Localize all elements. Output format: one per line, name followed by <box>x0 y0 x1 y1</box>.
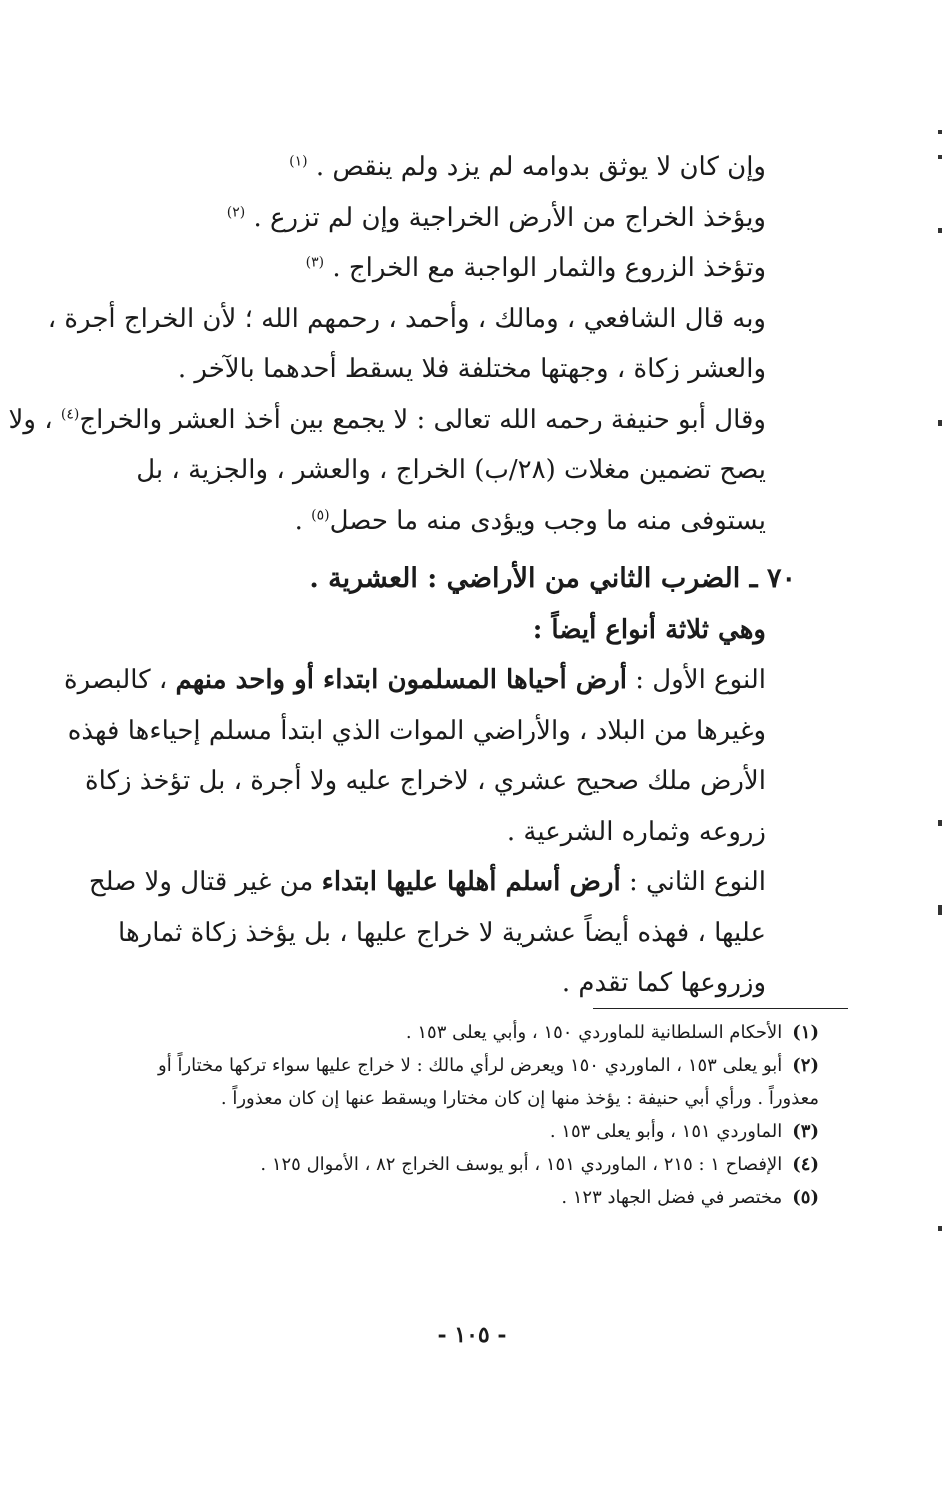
line-text: والعشر زكاة ، وجهتها مختلفة فلا يسقط أحدهما بالآخر . <box>177 354 766 384</box>
line-text: ، كالبصرة <box>63 665 176 695</box>
line-text: الأرض ملك صحيح عشري ، لاخراج عليه ولا أجرة ، بل تؤخذ زكاة <box>85 766 766 796</box>
footnote-text: الإفصاح ١ : ٢١٥ ، الماوردي ١٥١ ، أبو يوسف الخراج ٨٢ ، الأموال ١٢٥ . <box>260 1154 783 1175</box>
footnote-marker: (٥) <box>311 506 330 523</box>
scan-edge-mark <box>938 228 942 233</box>
line-text: وقال أبو حنيفة رحمه الله تعالى : لا يجمع بين أخذ العشر والخراج <box>79 404 766 435</box>
footnote-text: الماوردي ١٥١ ، وأبو يعلى ١٥٣ . <box>549 1121 783 1142</box>
footnote-number: (١) <box>792 1022 819 1043</box>
footnote-text: أبو يعلى ١٥٣ ، الماوردي ١٥٠ ويعرض لرأي مالك : لا خراج عليها سواء تركها مختاراً أو <box>158 1055 783 1076</box>
text-line <box>120 193 766 244</box>
footnote-number: (٤) <box>792 1154 819 1175</box>
type1-first-line <box>63 655 766 706</box>
line-text: ويؤخذ الخراج من الأرض الخراجية وإن لم تزرع . <box>253 202 766 233</box>
scan-edge-mark <box>938 1226 942 1231</box>
line-text: زروعه وثماره الشرعية . <box>506 816 766 847</box>
footnote <box>125 1049 819 1082</box>
text-line <box>120 142 766 193</box>
text-line <box>85 756 766 807</box>
footnote-marker: (٣) <box>305 254 325 271</box>
line-text: . <box>294 505 312 536</box>
footnote <box>125 1181 819 1214</box>
section-gap <box>120 546 766 554</box>
page-number: - ١٠٥ - <box>437 1322 507 1348</box>
footnote-text: الأحكام السلطانية للماوردي ١٥٠ ، وأبي يعلى ١٥٣ . <box>405 1022 783 1043</box>
text-line <box>120 243 766 294</box>
line-text: وغيرها من البلاد ، والأراضي الموات الذي ابتدأ مسلم إحياءها فهذه <box>67 715 766 746</box>
footnote-separator <box>593 1008 848 1009</box>
footnote-text: مختصر في فضل الجهاد ١٢٣ . <box>561 1187 783 1208</box>
text-line <box>67 706 766 757</box>
line-text: يستوفى منه ما وجب ويؤدى منه ما حصل <box>329 505 766 536</box>
line-text: وإن كان لا يوثق بدوامه لم يزد ولم ينقص . <box>315 152 766 182</box>
type-definition: أرض أسلم أهلها عليها ابتداء <box>321 867 621 897</box>
footnote-text: معذوراً . ورأي أبي حنيفة : يؤخذ منها إن كان مختارا ويسقط عنها إن كان معذوراً . <box>220 1088 819 1109</box>
text-line <box>120 344 766 395</box>
scan-edge-mark <box>938 155 942 159</box>
line-text: ، ولا <box>8 404 61 435</box>
text-line <box>120 445 766 496</box>
line-text: من غير قتال ولا صلح <box>88 867 322 897</box>
footnote-marker: (٢) <box>226 203 246 220</box>
type-label: النوع الثاني : <box>620 867 766 897</box>
footnote-continuation <box>125 1082 819 1115</box>
line-text: وبه قال الشافعي ، ومالك ، وأحمد ، رحمهم الله ؛ لأن الخراج أجرة ، <box>47 303 766 334</box>
footnote <box>125 1016 819 1049</box>
line-text: وتؤخذ الزروع والثمار الواجبة مع الخراج . <box>332 253 766 283</box>
text-line <box>120 908 766 959</box>
scan-edge-mark <box>938 420 942 426</box>
text-line <box>120 958 766 1009</box>
footnote-number: (٢) <box>792 1055 819 1076</box>
type2-first-line <box>88 857 766 908</box>
line-text: وزروعها كما تقدم . <box>561 968 766 998</box>
footnote <box>125 1115 819 1148</box>
footnote-marker: (١) <box>289 153 308 170</box>
line-text: يصح تضمين مغلات (٢٨/ب) الخراج ، والعشر ، والجزية ، بل <box>136 455 766 485</box>
scan-edge-mark <box>938 130 942 134</box>
text-line <box>120 496 766 547</box>
line-text: عليها ، فهذه أيضاً عشرية لا خراج عليها ، بل يؤخذ زكاة ثمارها <box>118 917 766 948</box>
footnotes <box>125 1016 819 1214</box>
text-line <box>120 807 766 858</box>
subheading-text: وهي ثلاثة أنواع أيضاً : <box>532 614 766 645</box>
footnote-number: (٣) <box>792 1121 819 1142</box>
section-subheading <box>120 605 766 656</box>
footnote <box>125 1148 819 1181</box>
main-text <box>8 142 796 1009</box>
section-heading <box>120 554 796 605</box>
type-label: النوع الأول : <box>627 665 766 695</box>
footnote-marker: (٤) <box>60 405 80 422</box>
footnote-number: (٥) <box>792 1187 819 1208</box>
scan-edge-mark <box>938 905 942 915</box>
text-line <box>8 395 766 446</box>
heading-text: ٧٠ ـ الضرب الثاني من الأراضي : العشرية . <box>309 563 796 594</box>
type-definition: أرض أحياها المسلمون ابتداء أو واحد منهم <box>175 665 627 695</box>
text-line <box>47 294 766 345</box>
scan-edge-mark <box>938 820 942 826</box>
